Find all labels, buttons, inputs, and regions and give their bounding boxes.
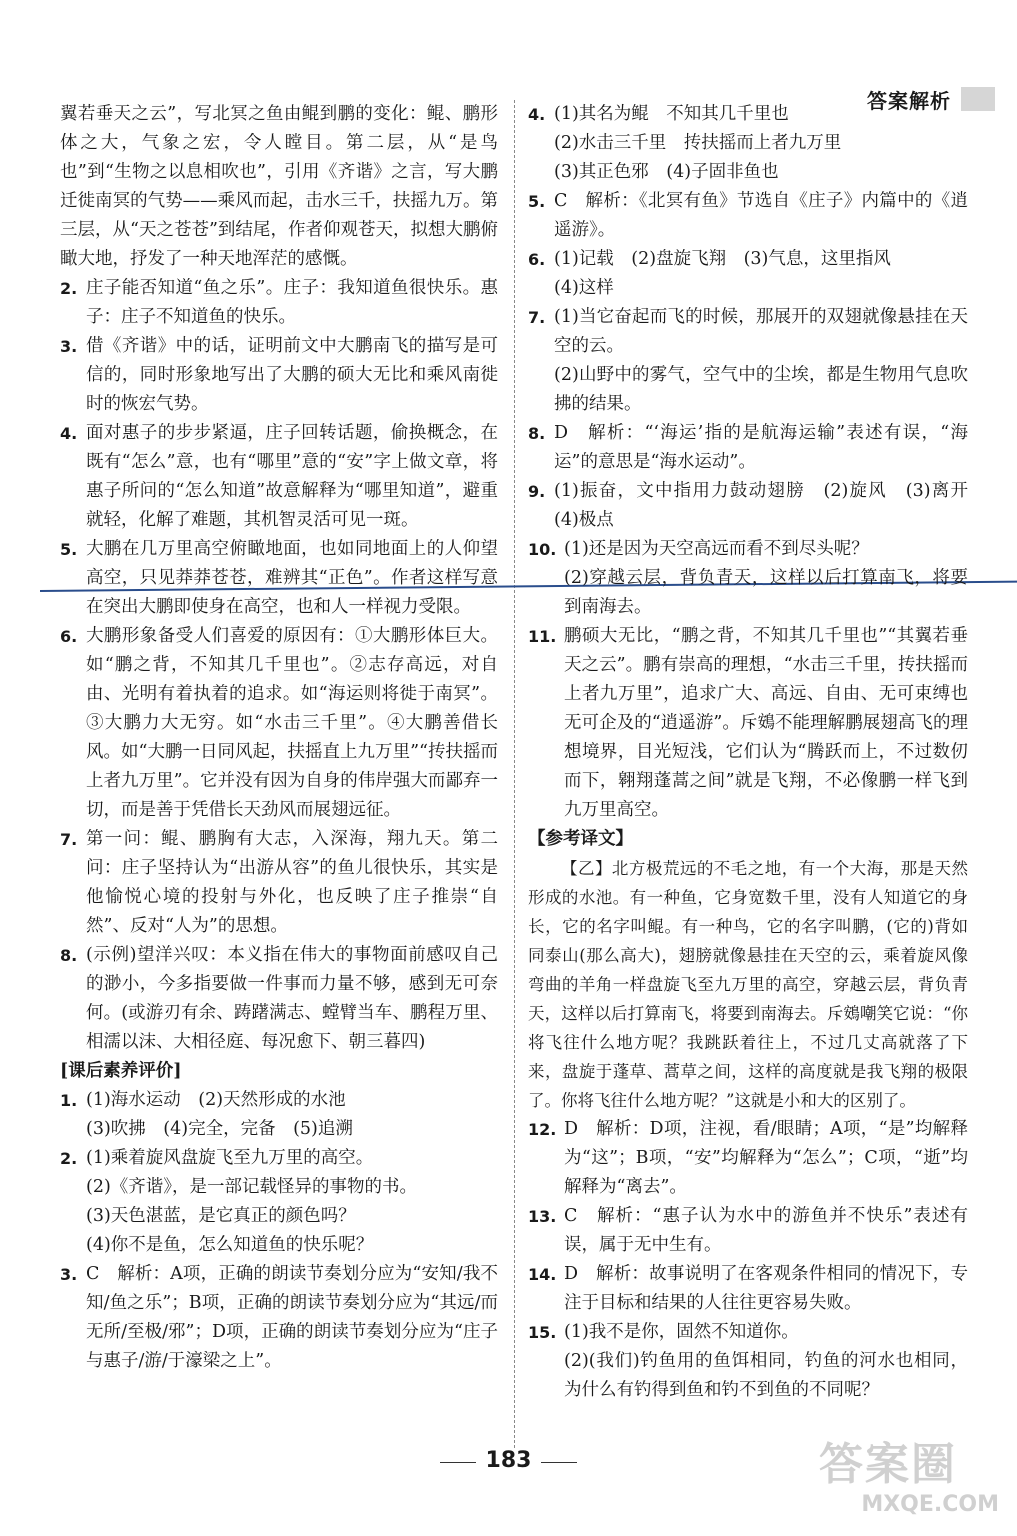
answer-item <box>528 245 968 303</box>
answer-subline: (1)我不是你，固然不知道你。 <box>564 1322 799 1342</box>
answer-subline: (2)《齐谐》，是一部记载怪异的事物的书。 <box>86 1177 418 1197</box>
column-divider <box>514 100 515 1448</box>
answer-text: 第一问：鲲、鹏胸有大志，入深海，翔九天。第二问：庄子坚持认为“出游从容”的鱼儿很快乐，其实是他愉悦心境的投射与外化，也反映了庄子推崇“自然”、反对“人为”的思想。 <box>86 829 498 936</box>
answer-subline: (1)记载 (2)盘旋飞翔 (3)气息，这里指风 <box>554 249 891 269</box>
answer-text: 借《齐谐》中的话，证明前文中大鹏南飞的描写是可信的，同时形象地写出了大鹏的硕大无比和乘风南徙时的恢宏气势。 <box>86 336 498 414</box>
watermark-text: 答案圈 <box>819 1439 957 1490</box>
answer-item <box>60 535 498 622</box>
answer-text: (示例)望洋兴叹：本义指在伟大的事物面前感叹自己的渺小，今多指要做一件事而力量不够，感到无可奈何。(或游刃有余、踌躇满志、螳臂当车、鹏程万里、相濡以沫、大相径庭、每况愈下、朝三暮四) <box>86 945 498 1052</box>
answer-number: 2. <box>60 279 78 298</box>
answer-subline: (2)山野中的雾气，空气中的尘埃，都是生物用气息吹拂的结果。 <box>554 365 968 414</box>
answer-number: 10. <box>528 540 557 559</box>
footer-dash-right <box>541 1462 577 1463</box>
answer-number: 6. <box>60 627 78 646</box>
answer-item <box>528 303 968 419</box>
answer-number: 12. <box>528 1120 557 1139</box>
answer-subline: (1)乘着旋风盘旋飞至九万里的高空。 <box>86 1148 374 1168</box>
answer-number: 5. <box>60 540 78 559</box>
answer-number: 2. <box>60 1149 78 1168</box>
answer-item <box>528 1260 968 1318</box>
answer-subline: (1)其名为鲲 不知其几千里也 <box>554 104 789 124</box>
answer-text: 大鹏在几万里高空俯瞰地面，也如同地面上的人仰望高空，只见莽莽苍苍，难辨其“正色”。作者这样写意在突出大鹏即使身在高空，也和人一样视力受限。 <box>86 539 498 617</box>
answer-subline: (3)吹拂 (4)完全，完备 (5)追溯 <box>86 1119 353 1139</box>
left-answer-list <box>60 274 498 1057</box>
answer-subline: (1)还是因为天空高远而看不到尽头呢？ <box>564 539 869 559</box>
page-number: 183 <box>485 1448 532 1473</box>
answer-number: 1. <box>60 1091 78 1110</box>
answer-item <box>60 825 498 941</box>
right-answer-list <box>528 100 986 825</box>
answer-item <box>528 622 968 825</box>
answer-number: 8. <box>60 946 78 965</box>
answer-item <box>60 1260 498 1376</box>
answer-item <box>528 187 968 245</box>
answer-text: C 解析：A项，正确的朗读节奏划分应为“安知/我不知/鱼之乐”；B项，正确的朗读节奏划分应为“其远/而无所/至极/邪”；D项，正确的朗读节奏划分应为“庄子与惠子/游/于濠梁之上”。 <box>86 1264 498 1371</box>
answer-number: 15. <box>528 1323 557 1342</box>
answer-item <box>60 1144 498 1260</box>
answer-item <box>60 941 498 1057</box>
answer-item <box>528 1115 968 1202</box>
answer-number: 4. <box>60 424 78 443</box>
answer-item <box>60 1086 498 1144</box>
answer-text: (1)振奋，文中指用力鼓动翅膀 (2)旋风 (3)离开 (4)极点 <box>554 481 986 530</box>
answer-number: 3. <box>60 1265 78 1284</box>
watermark-site: MXQE.COM <box>861 1492 999 1517</box>
answer-text: D 解析：“‘海运’指的是航海运输”表述有误，“海运”的意思是“海水运动”。 <box>554 423 968 472</box>
reference-translation: 【乙】北方极荒远的不毛之地，有一个大海，那是天然形成的水池。有一种鱼，它身宽数千里，没有人知道它的身长，它的名字叫鲲。有一种鸟，它的名字叫鹏，(它的)背如同泰山(那么高大)，翅膀就像悬挂在天空的云，乘着旋风像弯曲的羊角一样盘旋飞至九万里的高空，穿越云层，背负青天，这样以后打算南飞，将要到南海去。斥鴳嘲笑它说：“你将飞往什么地方呢？我跳跃着往上，不过几丈高就落了下来，盘旋于蓬草、蒿草之间，这样的高度就是我飞翔的极限了。你将飞往什么地方呢？”这就是小和大的区别了。 <box>528 859 968 1110</box>
answer-item <box>60 622 498 825</box>
answer-number: 11. <box>528 627 557 646</box>
answer-text: D 解析：D项，注视，看/眼睛；A项，“是”均解释为“这”；B项，“安”均解释为“怎么”；C项，“逝”均解释为“离去”。 <box>564 1119 968 1197</box>
answer-text: 庄子能否知道“鱼之乐”。庄子：我知道鱼很快乐。惠子：庄子不知道鱼的快乐。 <box>86 278 498 327</box>
answer-item <box>60 419 498 535</box>
answer-number: 13. <box>528 1207 557 1226</box>
answer-number: 14. <box>528 1265 557 1284</box>
answer-subline: (4)你不是鱼，怎么知道鱼的快乐呢？ <box>86 1235 374 1255</box>
answer-number: 7. <box>60 830 78 849</box>
answer-text: 鹏硕大无比，“鹏之背，不知其几千里也”“其翼若垂天之云”。鹏有崇高的理想，“水击三千里，抟扶摇而上者九万里”，追求广大、高远、自由、无可束缚也无可企及的“逍遥游”。斥鴳不能理解鹏展翅高飞的理想境界，目光短浅，它们认为“腾跃而上，不过数仞而下，翱翔蓬蒿之间”就是飞翔，不必像鹏一样飞到九万里高空。 <box>564 626 968 820</box>
answer-subline: (4)这样 <box>554 278 614 298</box>
answer-number: 5. <box>528 192 546 211</box>
answer-item <box>528 1318 968 1405</box>
answer-item <box>528 535 968 622</box>
answer-item <box>528 477 986 535</box>
answer-text: 大鹏形象备受人们喜爱的原因有：①大鹏形体巨大。如“鹏之背，不知其几千里也”。②志存高远，对自由、光明有着执着的追求。如“海运则将徙于南冥”。③大鹏力大无穷。如“水击三千里”。④大鹏善借长风。如“大鹏一日同风起，扶摇直上九万里”“抟扶摇而上者九万里”。它并没有因为自身的伟岸强大而鄙弃一切，而是善于凭借长天劲风而展翅远征。 <box>86 626 498 820</box>
answer-number: 9. <box>528 482 546 501</box>
answer-subline: (2)水击三千里 抟扶摇而上者九万里 <box>554 133 842 153</box>
answer-item <box>60 274 498 332</box>
left-answer-list-2 <box>60 1086 498 1376</box>
header-title: 答案解析 <box>867 88 951 113</box>
answer-number: 8. <box>528 424 546 443</box>
answer-subline: (3)天色湛蓝，是它真正的颜色吗？ <box>86 1206 356 1226</box>
answer-subline: (3)其正色邪 (4)子固非鱼也 <box>554 162 779 182</box>
answer-text: C 解析：“惠子认为水中的游鱼并不快乐”表述有误，属于无中生有。 <box>564 1206 968 1255</box>
answer-number: 3. <box>60 337 78 356</box>
answer-text: 面对惠子的步步紧逼，庄子回转话题，偷换概念，在既有“怎么”意，也有“哪里”意的“安”字上做文章，将惠子所问的“怎么知道”故意解释为“哪里知道”，避重就轻，化解了难题，其机智灵活可见一斑。 <box>86 423 498 530</box>
answer-subline: (2)穿越云层，背负青天，这样以后打算南飞，将要到南海去。 <box>564 568 968 617</box>
answer-subline: (2)(我们)钓鱼用的鱼饵相同，钓鱼的河水也相同，为什么有钓得到鱼和钓不到鱼的不同呢？ <box>564 1351 968 1400</box>
watermark-logo <box>819 1428 999 1526</box>
answer-subline: (1)海水运动 (2)天然形成的水池 <box>86 1090 346 1110</box>
answer-number: 4. <box>528 105 546 124</box>
right-column <box>528 100 986 1405</box>
answer-item <box>60 332 498 419</box>
left-column <box>60 100 498 1376</box>
answer-item <box>528 1202 968 1260</box>
section-title: [课后素养评价] <box>60 1061 182 1081</box>
answer-item <box>528 419 968 477</box>
item-1-continuation: 翼若垂天之云”，写北冥之鱼由鲲到鹏的变化：鲲、鹏形体之大，气象之宏，令人瞠目。第二层，从“是鸟也”到“生物之以息相吹也”，引用《齐谐》之言，写大鹏迁徙南冥的气势——乘风而起，击水三千，扶摇九万。第三层，从“天之苍苍”到结尾，作者仰观苍天，拟想大鹏俯瞰大地，抒发了一种天地浑茫的感慨。 <box>60 104 498 269</box>
answer-text: C 解析：《北冥有鱼》节选自《庄子》内篇中的《逍遥游》。 <box>554 191 968 240</box>
footer-dash-left <box>440 1462 476 1463</box>
answer-text: D 解析：故事说明了在客观条件相同的情况下，专注于目标和结果的人往往更容易失败。 <box>564 1264 968 1313</box>
reference-translation-title: 【参考译文】 <box>528 829 633 849</box>
answer-number: 7. <box>528 308 546 327</box>
answer-number: 6. <box>528 250 546 269</box>
answer-item <box>528 100 968 187</box>
answer-subline: (1)当它奋起而飞的时候，那展开的双翅就像悬挂在天空的云。 <box>554 307 968 356</box>
right-answer-list-2 <box>528 1115 968 1405</box>
